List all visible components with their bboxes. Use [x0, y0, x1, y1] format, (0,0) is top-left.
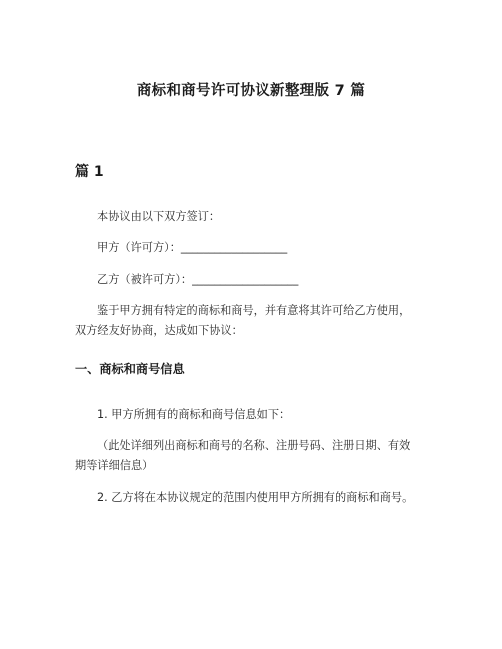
party-a-line: 甲方（许可方）：___________________	[97, 241, 288, 254]
clause-item-2: 2. 乙方将在本协议规定的范围内使用甲方所拥有的商标和商号。	[97, 491, 414, 504]
preamble-paragraph: 鉴于甲方拥有特定的商标和商号，并有意将其许可给乙方使用，双方经友好协商，达成如下协议：	[75, 304, 411, 337]
document-title: 商标和商号许可协议新整理版 7 篇	[136, 83, 366, 99]
clause-heading: 一、商标和商号信息	[75, 362, 185, 376]
intro-paragraph: 本协议由以下双方签订：	[97, 210, 221, 223]
party-b-line: 乙方（被许可方）：___________________	[97, 273, 299, 286]
clause-item-1-detail: （此处详细列出商标和商号的名称、注册号码、注册日期、有效期等详细信息）	[75, 439, 411, 472]
section-heading: 篇 1	[75, 164, 104, 180]
clause-item-1: 1. 甲方所拥有的商标和商号信息如下：	[97, 408, 291, 421]
